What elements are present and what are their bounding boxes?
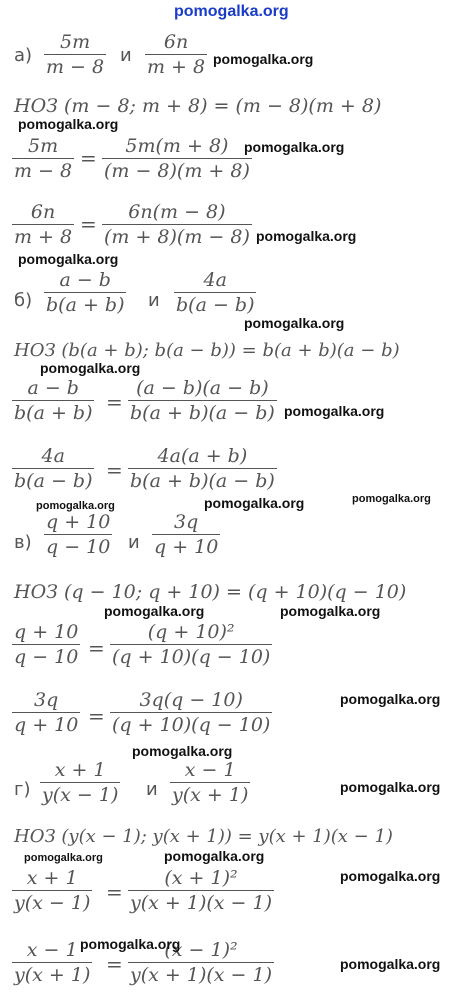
numerator: x − 1	[184, 759, 236, 781]
watermark: pomogalka.org	[352, 493, 431, 505]
denominator: b(a + b)(a − b)	[130, 470, 275, 492]
a-fraction-2	[145, 30, 207, 79]
numerator: q + 10	[14, 621, 79, 643]
denominator: y(x + 1)	[172, 784, 249, 806]
watermark: pomogalka.org	[164, 848, 265, 864]
label-g: г)	[14, 779, 31, 800]
g-fraction-1	[40, 758, 120, 807]
v-common-denominator: НОЗ (q − 10; q + 10) = (q + 10)(q − 10)	[14, 581, 407, 603]
watermark: pomogalka.org	[204, 495, 305, 511]
watermark: pomogalka.org	[18, 251, 119, 267]
denominator: (m + 8)(m − 8)	[104, 226, 250, 248]
denominator: q + 10	[154, 536, 219, 558]
watermark: pomogalka.org	[213, 51, 314, 67]
numerator: 6n	[30, 201, 56, 223]
denominator: (m − 8)(m + 8)	[104, 160, 250, 182]
denominator: m − 8	[46, 56, 105, 78]
v-fraction-2	[152, 510, 220, 559]
v-eq2-right	[110, 688, 272, 737]
b-common-denominator: НОЗ (b(a + b); b(a − b)) = b(a + b)(a − b)	[14, 340, 400, 361]
numerator: 4a	[203, 269, 227, 291]
equals-sign: =	[106, 952, 123, 976]
a-eq2-left	[12, 200, 74, 249]
b-fraction-1	[44, 268, 126, 317]
equals-sign: =	[88, 704, 105, 728]
numerator: a − b	[59, 269, 111, 291]
watermark: pomogalka.org	[40, 360, 141, 376]
g-fraction-2	[170, 758, 250, 807]
a-fraction-1	[44, 30, 106, 79]
numerator: 3q	[174, 511, 199, 533]
b-eq1-right	[128, 376, 277, 425]
denominator: m + 8	[14, 226, 73, 248]
denominator: m − 8	[14, 160, 73, 182]
denominator: q − 10	[46, 536, 111, 558]
numerator: q + 10	[46, 511, 111, 533]
watermark: pomogalka.org	[24, 852, 103, 864]
and-v: и	[128, 532, 140, 553]
v-eq1-right	[110, 620, 272, 669]
equals-sign: =	[106, 880, 123, 904]
numerator: (a − b)(a − b)	[136, 377, 269, 399]
numerator: 4a	[41, 445, 65, 467]
watermark: pomogalka.org	[244, 315, 345, 331]
watermark: pomogalka.org	[340, 691, 441, 707]
a-common-denominator: НОЗ (m − 8; m + 8) = (m − 8)(m + 8)	[14, 95, 382, 117]
numerator: 3q(q − 10)	[139, 689, 243, 711]
watermark: pomogalka.org	[280, 603, 381, 619]
a-eq1-right	[102, 134, 252, 183]
numerator: x + 1	[26, 867, 78, 889]
denominator: q + 10	[14, 714, 79, 736]
watermark: pomogalka.org	[132, 743, 233, 759]
b-fraction-2	[174, 268, 256, 317]
denominator: y(x − 1)	[42, 784, 119, 806]
and-a: и	[120, 45, 132, 66]
denominator: (q + 10)(q − 10)	[112, 714, 271, 736]
watermark: pomogalka.org	[80, 936, 181, 952]
denominator: m + 8	[147, 56, 206, 78]
v-eq2-left	[12, 688, 80, 737]
equals-sign: =	[88, 636, 105, 660]
watermark: pomogalka.org	[104, 603, 205, 619]
numerator: (x + 1)²	[164, 867, 238, 889]
numerator: 3q	[34, 689, 59, 711]
numerator: 5m(m + 8)	[125, 135, 229, 157]
g-eq1-left	[12, 866, 92, 915]
g-eq1-right	[128, 866, 274, 915]
and-g: и	[146, 779, 158, 800]
b-eq2-right	[128, 444, 277, 493]
v-eq1-left	[12, 620, 80, 669]
denominator: y(x + 1)(x − 1)	[130, 892, 272, 914]
a-eq2-right	[102, 200, 252, 249]
watermark: pomogalka.org	[340, 956, 441, 972]
numerator: (q + 10)²	[147, 621, 235, 643]
b-eq1-left	[12, 376, 94, 425]
and-b: и	[148, 290, 160, 311]
equals-sign: =	[106, 458, 123, 482]
denominator: b(a − b)	[14, 470, 93, 492]
numerator: x + 1	[54, 759, 106, 781]
denominator: (q + 10)(q − 10)	[112, 646, 271, 668]
watermark: pomogalka.org	[18, 116, 119, 132]
numerator: 6n	[163, 31, 189, 53]
denominator: b(a + b)	[14, 402, 93, 424]
denominator: b(a + b)(a − b)	[130, 402, 275, 424]
denominator: b(a + b)	[46, 294, 125, 316]
b-eq2-left	[12, 444, 94, 493]
v-fraction-1	[44, 510, 112, 559]
denominator: y(x + 1)	[14, 964, 91, 986]
numerator: (x − 1)²	[164, 939, 238, 961]
numerator: 6n(m − 8)	[128, 201, 226, 223]
watermark-top: pomogalka.org	[174, 3, 289, 20]
equals-sign: =	[80, 146, 97, 170]
watermark: pomogalka.org	[340, 779, 441, 795]
watermark: pomogalka.org	[340, 868, 441, 884]
numerator: 5m	[28, 135, 59, 157]
denominator: b(a − b)	[176, 294, 255, 316]
watermark: pomogalka.org	[36, 500, 115, 512]
equals-sign: =	[80, 212, 97, 236]
a-eq1-left	[12, 134, 74, 183]
denominator: y(x − 1)	[14, 892, 91, 914]
label-v: в)	[14, 532, 32, 553]
g-common-denominator: НОЗ (y(x − 1); y(x + 1)) = y(x + 1)(x − 1)	[14, 826, 393, 847]
numerator: 4a(a + b)	[157, 445, 248, 467]
label-b: б)	[14, 290, 33, 311]
numerator: x − 1	[26, 939, 78, 961]
equals-sign: =	[106, 390, 123, 414]
watermark: pomogalka.org	[284, 403, 385, 419]
label-a: а)	[14, 45, 33, 66]
numerator: a − b	[27, 377, 79, 399]
watermark: pomogalka.org	[256, 228, 357, 244]
watermark: pomogalka.org	[244, 139, 345, 155]
denominator: q − 10	[14, 646, 79, 668]
denominator: y(x + 1)(x − 1)	[130, 964, 272, 986]
numerator: 5m	[60, 31, 91, 53]
